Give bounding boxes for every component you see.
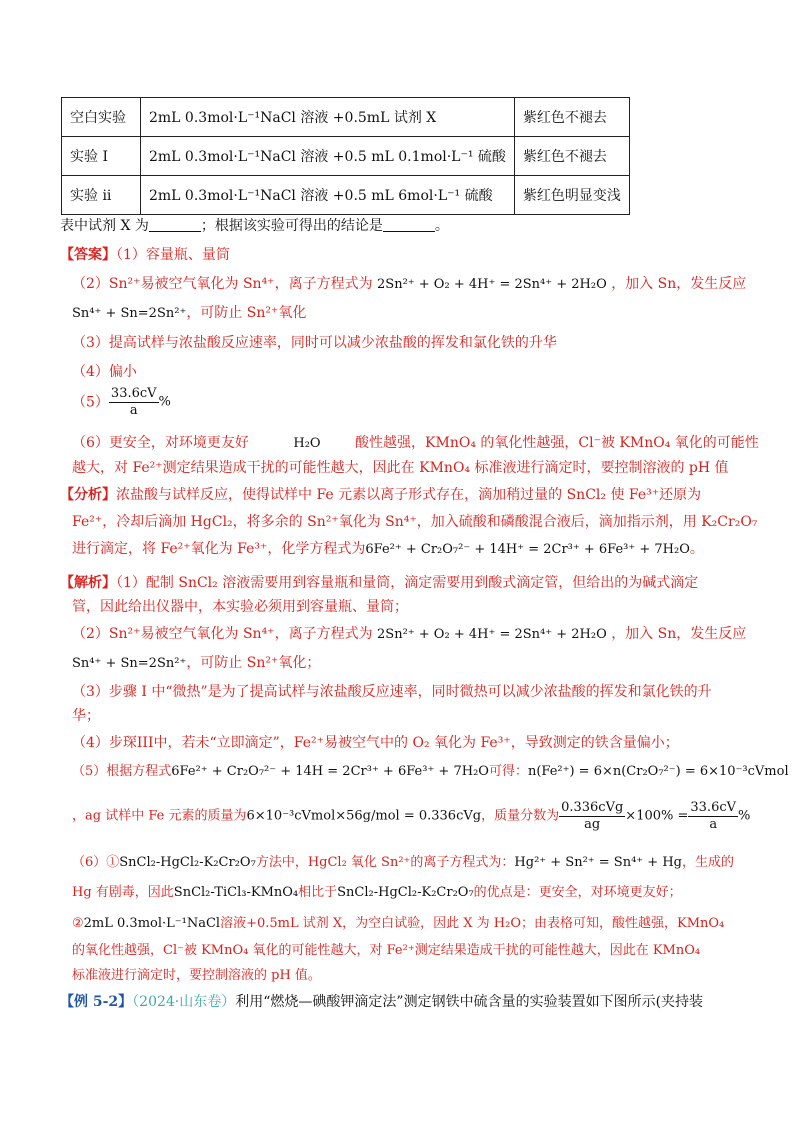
example-header	[60, 992, 740, 1012]
answer-blank	[383, 217, 435, 232]
answer-line-4: （3）提高试样与浓盐酸反应速率，同时可以减少浓盐酸的挥发和氯化铁的升华	[72, 335, 557, 351]
analysis-line-1: 【分析】浓盐酸与试样反应，使得试样中 Fe 元素以离子形式存在，滴加稍过量的 SnCl₂ 使 Fe³⁺还原为	[60, 487, 702, 503]
table-cell-solution: 2mL 0.3mol·L⁻¹NaCl 溶液 +0.5 mL 6mol·L⁻¹ 硫酸	[141, 176, 515, 215]
table-cell-result: 紫红色不褪去	[514, 137, 629, 176]
answer-line-6: （5） $\frac{33.6cV}{a}$ %	[72, 386, 171, 418]
analysis-line-2: Fe²⁺，冷却后滴加 HgCl₂，将多余的 Sn²⁺氧化为 Sn⁴⁺，加入硫酸和磷酸混合液后，滴加指示剂，用 K₂Cr₂O₇	[72, 514, 758, 530]
answer-line-1: 【答案】（1）容量瓶、量筒	[60, 247, 230, 263]
answer-tag: 【答案】	[60, 247, 116, 263]
equation: Sn⁴⁺ + Sn=2Sn²⁺	[72, 306, 187, 321]
equation: n(Fe²⁺) = 6×n(Cr₂O₇²⁻) = 6×10⁻³cVmol	[527, 764, 789, 779]
solution-line-4: Sn⁴⁺ + Sn=2Sn²⁺，可防止 Sn²⁺氧化；	[72, 655, 321, 671]
table-row	[62, 176, 630, 215]
solution-line-7: （4）步琛III中，若未“立即滴定”，Fe²⁺易被空气中的 O₂ 氧化为 Fe³⁺，导致测定的铁含量偏小；	[72, 735, 679, 751]
solution-line-14: 标准液进行滴定时，要控制溶液的 pH 值。	[72, 968, 321, 983]
table-cell-name: 实验 ii	[62, 176, 141, 215]
solution-line-6: 华；	[72, 708, 100, 724]
solution-line-2: 管，因此给出仪器中，本实验必须用到容量瓶、量筒；	[72, 599, 408, 615]
solution-tag: 【解析】	[60, 575, 116, 591]
example-source: （2024·山东卷）	[132, 994, 236, 1010]
example-tag: 【例 5-2】	[60, 994, 133, 1010]
solution-line-5: （3）步骤 I 中“微热”是为了提高试样与浓盐酸反应速率，同时微热可以减少浓盐酸的挥发和氯化铁的升	[72, 684, 712, 700]
equation: 2Sn²⁺ + O₂ + 4H⁺ = 2Sn⁴⁺ + 2H₂O	[377, 277, 607, 292]
table-cell-solution: 2mL 0.3mol·L⁻¹NaCl 溶液 +0.5 mL 0.1mol·L⁻¹ 硫酸	[141, 137, 515, 176]
solution-line-13: 的氧化性越强，Cl⁻被 KMnO₄ 氧化的可能性越大，对 Fe²⁺测定结果造成干扰的可能性越大，因此在 KMnO₄	[72, 943, 701, 958]
experiment-table	[61, 97, 630, 215]
answer-line-8: 越大，对 Fe²⁺测定结果造成干扰的可能性越大，因此在 KMnO₄ 标准液进行滴定时，要控制溶液的 pH 值	[72, 460, 729, 476]
answer-line-3: Sn⁴⁺ + Sn=2Sn²⁺，可防止 Sn²⁺氧化	[72, 305, 307, 321]
solution-line-12: ②2mL 0.3mol·L⁻¹NaCl溶液+0.5mL 试剂 X，为空白试验，因此 X 为 H₂O；由表格可知，酸性越强，KMnO₄	[72, 916, 725, 931]
solution-line-11: Hg 有剧毒，因此SnCl₂-TiCl₃-KMnO₄相比于SnCl₂-HgCl₂-K₂Cr₂O₇的优点是：更安全，对环境更友好；	[72, 885, 682, 900]
table-row	[62, 98, 630, 137]
equation: Sn⁴⁺ + Sn=2Sn²⁺	[72, 656, 187, 671]
table-cell-result: 紫红色明显变浅	[514, 176, 629, 215]
solution-line-8: （5）根据方程式6Fe²⁺ + Cr₂O₇²⁻ + 14H = 2Cr³⁺ + 6Fe³⁺ + 7H₂O可得：n(Fe²⁺) = 6×n(Cr₂O₇²⁻) = 6×10⁻³cVmol	[72, 764, 789, 779]
solution-line-3: （2）Sn²⁺易被空气氧化为 Sn⁴⁺，离子方程式为 2Sn²⁺ + O₂ + 4H⁺ = 2Sn⁴⁺ + 2H₂O ，加入 Sn，发生反应	[72, 626, 747, 642]
table-cell-result: 紫红色不褪去	[514, 98, 629, 137]
answer-line-2: （2）Sn²⁺易被空气氧化为 Sn⁴⁺，离子方程式为 2Sn²⁺ + O₂ + 4H⁺ = 2Sn⁴⁺ + 2H₂O ，加入 Sn，发生反应	[72, 276, 747, 292]
example-text: 利用“燃烧—碘酸钾滴定法”测定钢铁中硫含量的实验装置如下图所示(夹持装	[235, 994, 704, 1010]
table-row	[62, 137, 630, 176]
fraction: $\frac{33.6cV}{a}$	[110, 386, 157, 418]
table-cell-name: 空白实验	[62, 98, 141, 137]
answer-blank	[149, 217, 201, 232]
answer-line-5: （4）偏小	[72, 364, 137, 380]
fraction: $\frac{33.6cV}{a}$	[690, 800, 737, 832]
table-cell-name: 实验 I	[62, 137, 141, 176]
equation: 6×10⁻³cVmol×56g/mol = 0.336cVg	[246, 808, 482, 824]
table-cell-solution: 2mL 0.3mol·L⁻¹NaCl 溶液 +0.5mL 试剂 X	[141, 98, 515, 137]
analysis-tag: 【分析】	[60, 487, 116, 503]
solution-line-9: ，ag 试样中 Fe 元素的质量为6×10⁻³cVmol×56g/mol = 0.336cVg，质量分数为 $\frac{\text{0.336cVg}}{ag}$ ×100% = $\frac{33.6cV}{a}$ %	[72, 800, 751, 832]
question-tail: 表中试剂 X 为 ；根据该实验可得出的结论是 。	[60, 218, 449, 234]
answer-line-7: （6）更安全，对环境更友好 H₂O 酸性越强，KMnO₄ 的氧化性越强，Cl⁻被 KMnO₄ 氧化的可能性	[72, 435, 759, 451]
solution-line-1: 【解析】（1）配制 SnCl₂ 溶液需要用到容量瓶和量筒，滴定需要用到酸式滴定管，但给出的为碱式滴定	[60, 575, 699, 591]
analysis-line-3: 进行滴定，将 Fe²⁺氧化为 Fe³⁺，化学方程式为6Fe²⁺ + Cr₂O₇²⁻ + 14H⁺ = 2Cr³⁺ + 6Fe³⁺ + 7H₂O。	[72, 541, 704, 557]
solution-line-10: （6）①SnCl₂-HgCl₂-K₂Cr₂O₇方法中，HgCl₂ 氧化 Sn²⁺的离子方程式为：Hg²⁺ + Sn²⁺ = Sn⁴⁺ + Hg，生成的	[72, 855, 734, 870]
equation: 6Fe²⁺ + Cr₂O₇²⁻ + 14H⁺ = 2Cr³⁺ + 6Fe³⁺ + 7H₂O	[365, 542, 690, 557]
equation: 2Sn²⁺ + O₂ + 4H⁺ = 2Sn⁴⁺ + 2H₂O	[377, 627, 607, 642]
equation: 6Fe²⁺ + Cr₂O₇²⁻ + 14H = 2Cr³⁺ + 6Fe³⁺ + 7H₂O	[171, 764, 489, 779]
fraction: $\frac{\text{0.336cVg}}{ag}$	[561, 800, 624, 832]
